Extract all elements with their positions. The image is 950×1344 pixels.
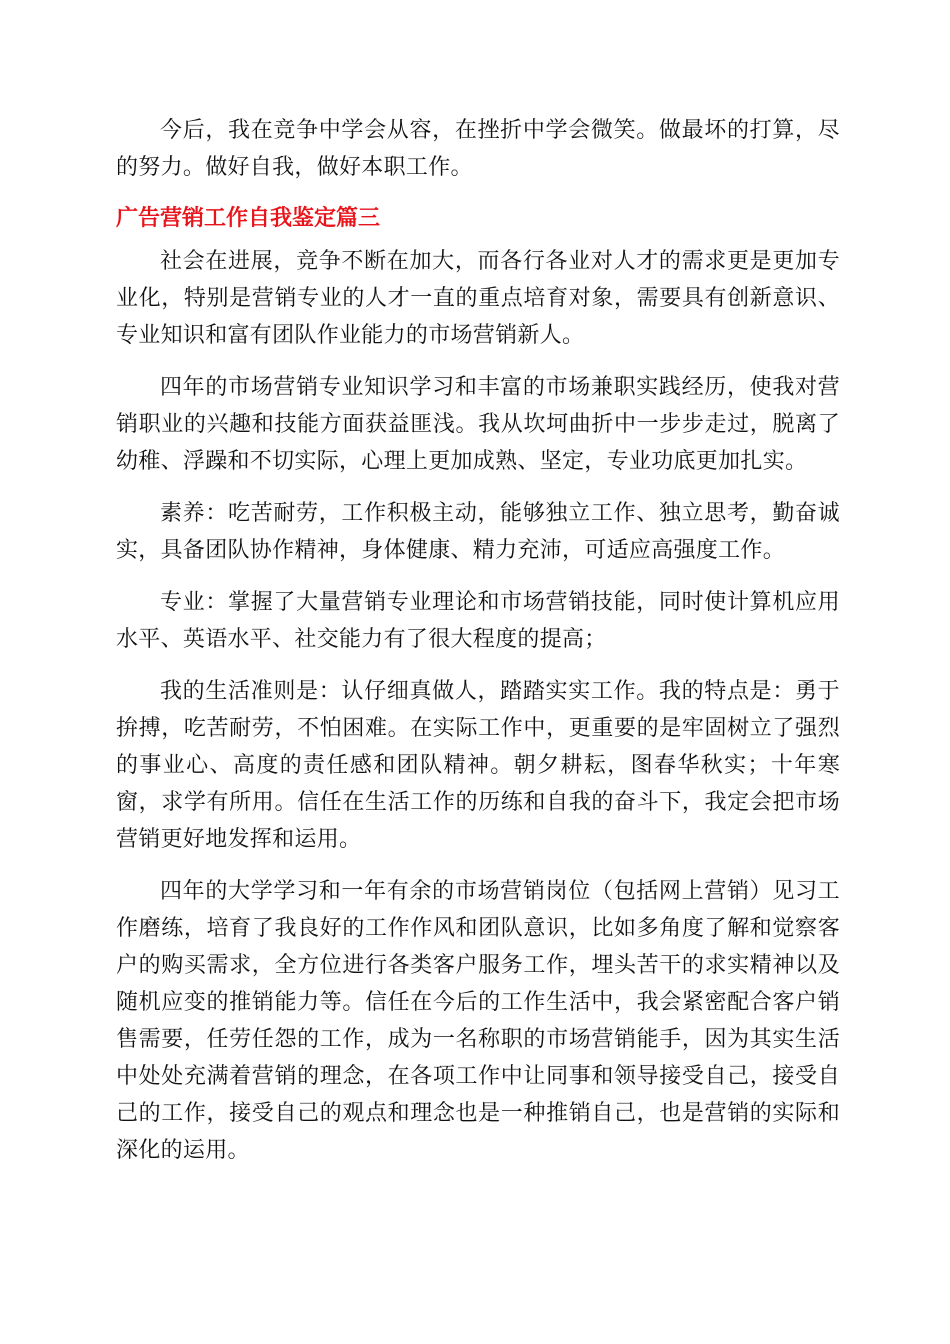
body-paragraph-1: 社会在进展，竞争不断在加大，而各行各业对人才的需求更是更加专业化，特别是营销专业的人才一直的重点培育对象，需要具有创新意识、专业知识和富有团队作业能力的市场营销新人。 [116,249,840,348]
section-heading: 广告营销工作自我鉴定篇三 [116,206,381,231]
body-paragraph-5: 我的生活准则是：认仔细真做人，踏踏实实工作。我的特点是：勇于拚搏，吃苦耐劳，不怕困难。在实际工作中，更重要的是牢固树立了强烈的事业心、高度的责任感和团队精神。朝夕耕耘，图春华秋实；十年寒窗，求学有所用。信任在生活工作的历练和自我的奋斗下，我定会把市场营销更好地发挥和运用。 [116,679,840,852]
body-paragraph-2: 四年的市场营销专业知识学习和丰富的市场兼职实践经历，使我对营销职业的兴趣和技能方面获益匪浅。我从坎坷曲折中一步步走过，脱离了幼稚、浮躁和不切实际，心理上更加成熟、坚定，专业功底更加扎实。 [116,375,840,474]
document-page [116,112,840,1184]
intro-paragraph: 今后，我在竞争中学会从容，在挫折中学会微笑。做最坏的打算，尽的努力。做好自我，做好本职工作。 [116,118,840,180]
body-paragraph-4: 专业：掌握了大量营销专业理论和市场营销技能，同时使计算机应用水平、英语水平、社交能力有了很大程度的提高； [116,590,840,652]
body-paragraph-6: 四年的大学学习和一年有余的市场营销岗位（包括网上营销）见习工作磨练，培育了我良好的工作作风和团队意识，比如多角度了解和觉察客户的购买需求，全方位进行各类客户服务工作，埋头苦干的求实精神以及随机应变的推销能力等。信任在今后的工作生活中，我会紧密配合客户销售需要，任劳任怨的工作，成为一名称职的市场营销能手，因为其实生活中处处充满着营销的理念，在各项工作中让同事和领导接受自己，接受自己的工作，接受自己的观点和理念也是一种推销自己，也是营销的实际和深化的运用。 [116,879,840,1163]
body-paragraph-3: 素养：吃苦耐劳，工作积极主动，能够独立工作、独立思考，勤奋诚实，具备团队协作精神，身体健康、精力充沛，可适应高强度工作。 [116,501,840,563]
